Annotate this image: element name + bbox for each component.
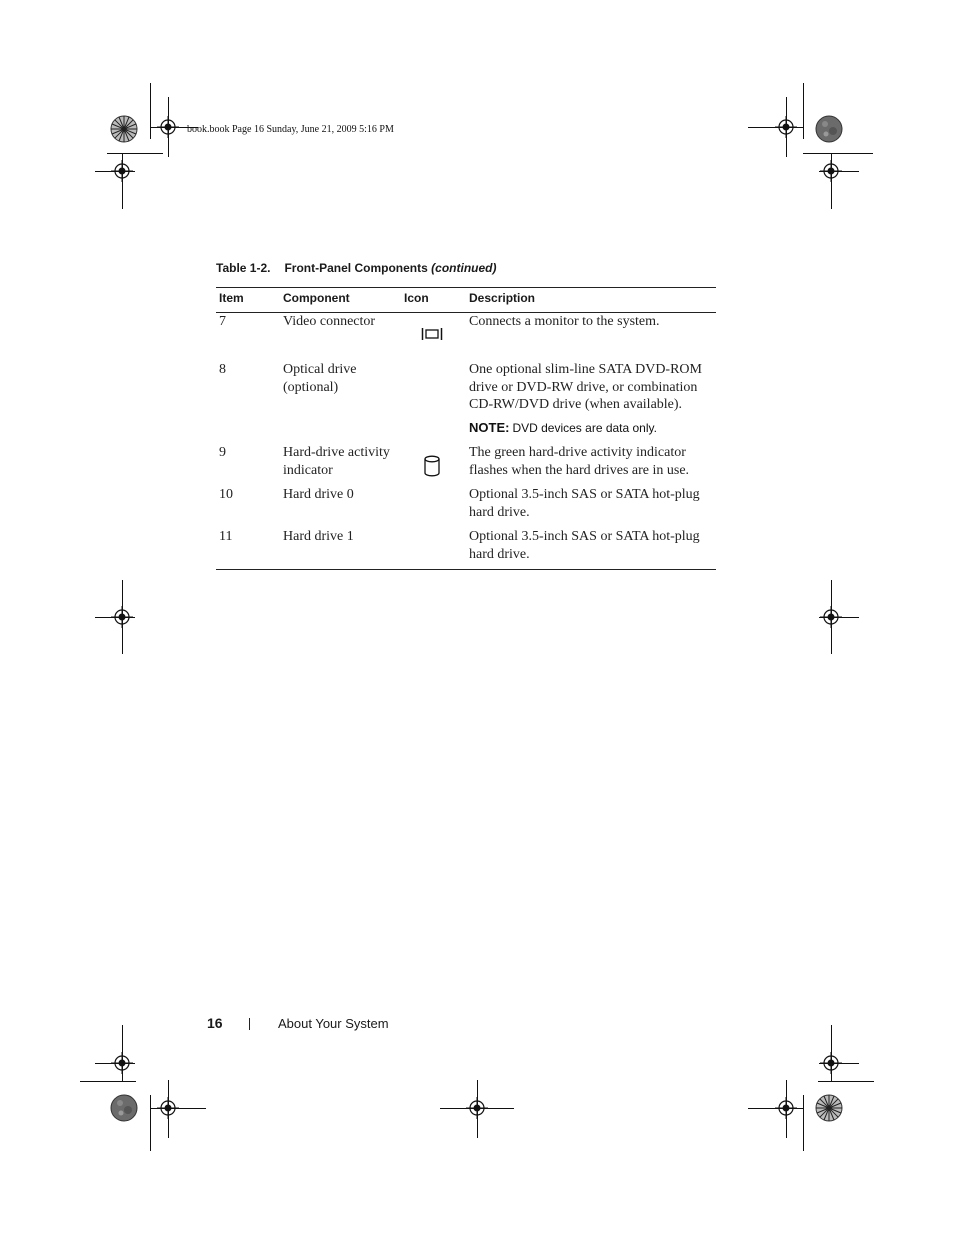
row-item: 8 [219,362,226,377]
table-number: Table 1-2. [216,261,271,275]
row-item: 7 [219,314,226,329]
row-description: Optional 3.5-inch SAS or SATA hot-plug hard drive. [469,529,700,562]
crop-mark [803,83,804,139]
header-description: Description [469,291,536,305]
registration-target-icon [111,606,133,628]
crop-mark [107,153,163,154]
row-description: One optional slim-line SATA DVD-ROM drive or DVD-RW drive, or combination CD-RW/DVD drive (when available). [469,362,702,412]
row-description: The green hard-drive activity indicator flashes when the hard drives are in use. [469,445,690,478]
crop-mark [150,1095,151,1151]
crop-mark [803,1095,804,1151]
row-component: Hard drive 1 [283,529,354,544]
registration-target-icon [775,1097,797,1119]
crop-mark [150,83,151,139]
print-slug: book.book Page 16 Sunday, June 21, 2009 5:16 PM [187,124,394,135]
row-component: Hard-drive activity indicator [283,445,390,478]
registration-target-icon [111,1052,133,1074]
table-rule [216,287,716,288]
row-description: Optional 3.5-inch SAS or SATA hot-plug hard drive. [469,487,700,520]
crop-mark [818,1081,874,1082]
table-title: Front-Panel Components [284,261,428,275]
row-item: 10 [219,487,233,502]
note [469,420,657,435]
gray-target-icon [814,114,844,144]
note-label: NOTE: [469,420,510,435]
page-number: 16 [207,1015,223,1031]
footer-divider [249,1018,250,1030]
row-component: Hard drive 0 [283,487,354,502]
registration-target-icon [111,160,133,182]
table-caption [216,261,496,275]
row-item: 11 [219,529,233,544]
hard-drive-icon [423,455,441,477]
registration-target-icon [466,1097,488,1119]
registration-target-icon [775,116,797,138]
note-text: DVD devices are data only. [512,421,657,435]
crop-mark [803,153,873,154]
row-component: Optical drive (optional) [283,362,357,395]
header-icon: Icon [404,291,429,305]
starburst-target-icon [109,114,139,144]
header-component: Component [283,291,350,305]
registration-target-icon [820,606,842,628]
starburst-target-icon [814,1093,844,1123]
video-connector-icon [421,327,443,341]
row-description: Connects a monitor to the system. [469,314,660,329]
registration-target-icon [820,160,842,182]
header-item: Item [219,291,244,305]
registration-target-icon [157,116,179,138]
table-rule [216,569,716,570]
row-item: 9 [219,445,226,460]
table-continued: (continued) [431,261,497,275]
registration-target-icon [820,1052,842,1074]
gray-target-icon [109,1093,139,1123]
crop-mark [80,1081,136,1082]
row-component: Video connector [283,314,376,329]
registration-target-icon [157,1097,179,1119]
section-title: About Your System [278,1016,389,1031]
